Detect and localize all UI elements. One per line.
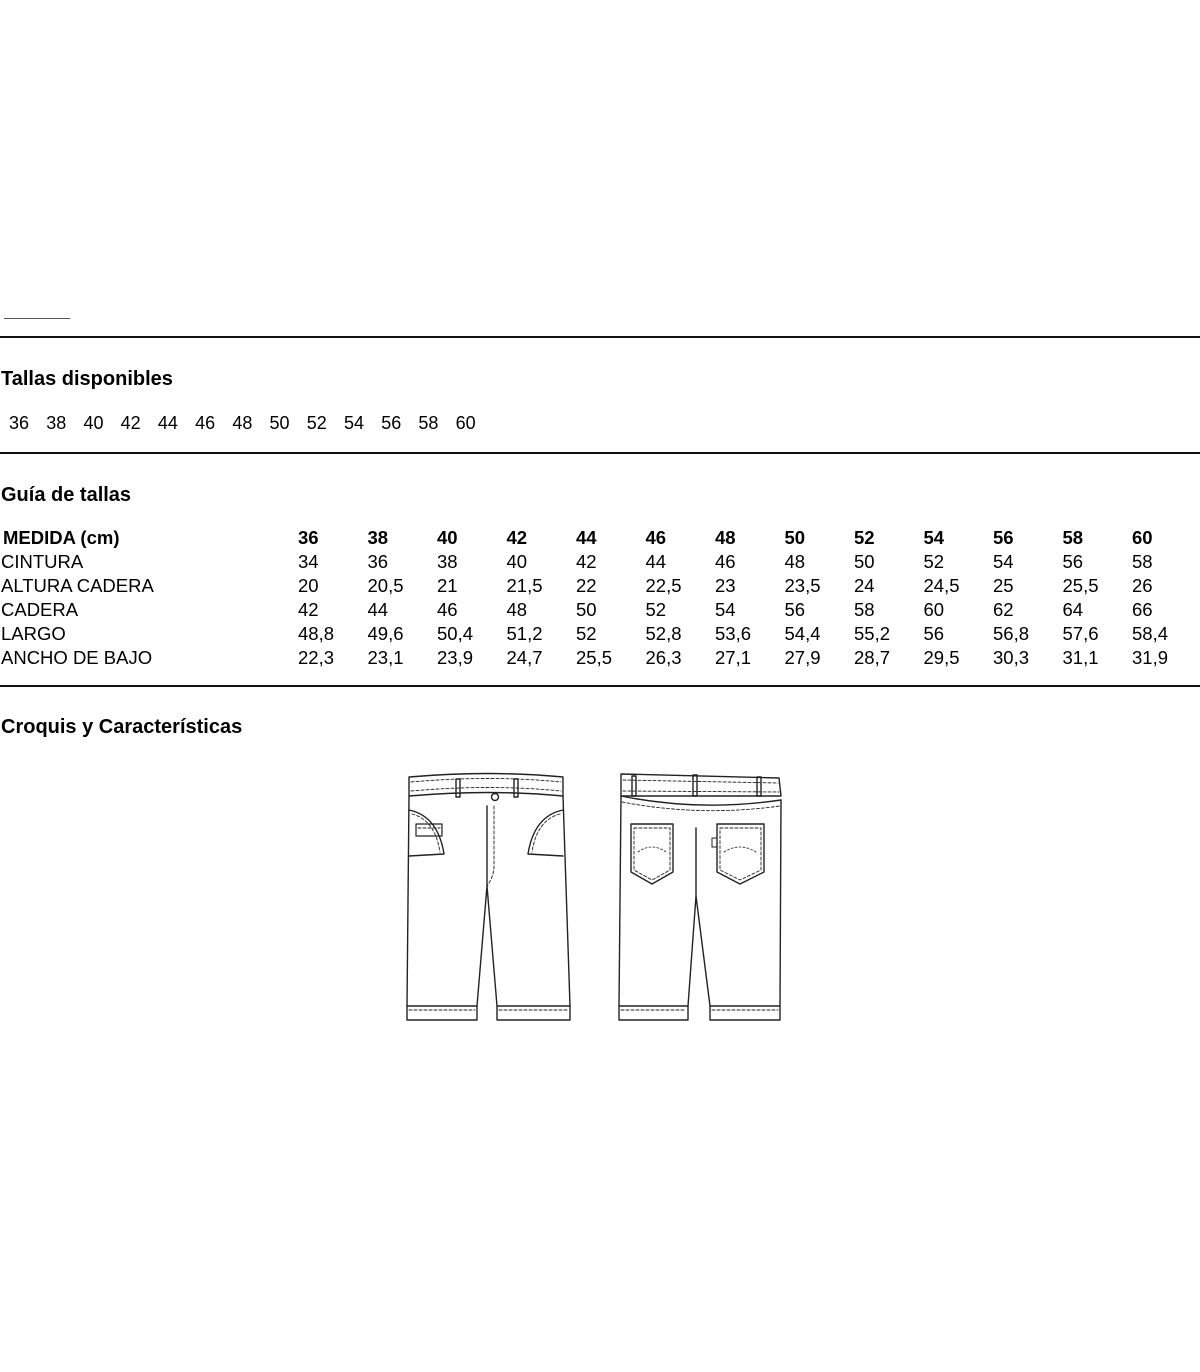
measure-value: 50 — [576, 599, 597, 620]
measure-value: 46 — [715, 551, 736, 572]
available-size: 46 — [195, 413, 216, 433]
measure-value: 20,5 — [367, 575, 404, 596]
measure-value: 44 — [645, 551, 667, 572]
measure-value: 62 — [993, 599, 1014, 620]
measure-value: 23,1 — [367, 647, 404, 668]
measure-label: ALTURA CADERA — [1, 575, 154, 596]
measure-value: 28,7 — [854, 647, 891, 668]
measure-value: 36 — [367, 551, 389, 572]
available-size: 44 — [157, 413, 178, 433]
measure-value: 66 — [1132, 599, 1153, 620]
table-row — [0, 598, 1200, 622]
measure-value: 24 — [854, 575, 875, 596]
measure-value: 27,9 — [784, 647, 821, 668]
measure-value: 56,8 — [993, 623, 1030, 644]
size-column-header: 60 — [1132, 527, 1153, 548]
available-size: 58 — [418, 413, 439, 433]
measure-value: 54,4 — [784, 623, 821, 644]
measure-label: CINTURA — [1, 551, 84, 572]
measure-value: 26 — [1132, 575, 1153, 596]
size-guide-title: Guía de tallas — [1, 484, 132, 506]
measure-value: 50,4 — [437, 623, 474, 644]
measure-value: 22,3 — [298, 647, 335, 668]
available-size: 50 — [269, 413, 290, 433]
measure-value: 64 — [1062, 599, 1084, 620]
size-column-header: 46 — [645, 527, 667, 548]
measure-value: 21,5 — [506, 575, 543, 596]
available-size: 60 — [455, 413, 476, 433]
available-size: 40 — [83, 413, 104, 433]
section-divider — [0, 336, 1200, 338]
available-size: 36 — [9, 413, 30, 433]
measure-value: 31,1 — [1062, 647, 1099, 668]
table-header-row — [0, 526, 1200, 550]
table-row — [0, 646, 1200, 670]
size-column-header: 36 — [298, 527, 319, 548]
measure-value: 56 — [784, 599, 806, 620]
measure-header: MEDIDA (cm) — [3, 527, 120, 548]
measure-value: 25,5 — [576, 647, 613, 668]
table-row — [0, 574, 1200, 598]
measure-value: 44 — [367, 599, 389, 620]
measure-value: 25,5 — [1062, 575, 1099, 596]
size-column-header: 50 — [784, 527, 806, 548]
measure-value: 52 — [923, 551, 945, 572]
front-view — [407, 774, 570, 1021]
measure-value: 34 — [298, 551, 319, 572]
measure-value: 51,2 — [506, 623, 543, 644]
measure-value: 46 — [437, 599, 458, 620]
shorts-sketch — [400, 768, 790, 1030]
measure-value: 48 — [784, 551, 806, 572]
size-column-header: 48 — [715, 527, 736, 548]
measure-value: 22,5 — [645, 575, 682, 596]
size-guide-table — [0, 526, 1200, 670]
available-sizes-list — [9, 412, 493, 434]
measure-value: 27,1 — [715, 647, 752, 668]
measure-value: 23,5 — [784, 575, 821, 596]
measure-value: 24,7 — [506, 647, 543, 668]
measure-value: 42 — [298, 599, 319, 620]
section-divider — [0, 685, 1200, 687]
button-icon — [492, 794, 499, 801]
measure-value: 55,2 — [854, 623, 891, 644]
measure-value: 31,9 — [1132, 647, 1169, 668]
measure-value: 25 — [993, 575, 1014, 596]
measure-value: 52,8 — [645, 623, 682, 644]
measure-value: 23,9 — [437, 647, 474, 668]
available-size: 48 — [232, 413, 253, 433]
measure-value: 20 — [298, 575, 319, 596]
measure-value: 22 — [576, 575, 597, 596]
available-size: 42 — [120, 413, 141, 433]
size-column-header: 42 — [506, 527, 528, 548]
measure-value: 40 — [506, 551, 528, 572]
measure-value: 50 — [854, 551, 875, 572]
size-column-header: 38 — [367, 527, 389, 548]
measure-value: 52 — [576, 623, 597, 644]
measure-value: 54 — [993, 551, 1014, 572]
measure-value: 38 — [437, 551, 458, 572]
measure-value: 23 — [715, 575, 736, 596]
available-size: 52 — [306, 413, 327, 433]
measure-value: 58,4 — [1132, 623, 1169, 644]
section-divider — [0, 452, 1200, 454]
measure-value: 56 — [1062, 551, 1084, 572]
short-divider — [4, 318, 70, 319]
measure-value: 49,6 — [367, 623, 404, 644]
measure-label: LARGO — [1, 623, 66, 644]
size-column-header: 54 — [923, 527, 945, 548]
size-column-header: 40 — [437, 527, 458, 548]
table-row — [0, 622, 1200, 646]
available-sizes-title: Tallas disponibles — [1, 368, 173, 390]
measure-value: 42 — [576, 551, 597, 572]
size-column-header: 44 — [576, 527, 597, 548]
measure-value: 52 — [645, 599, 667, 620]
available-size: 38 — [46, 413, 67, 433]
sketch-title: Croquis y Características — [1, 716, 243, 738]
table-row — [0, 550, 1200, 574]
measure-label: ANCHO DE BAJO — [1, 647, 153, 668]
measure-value: 57,6 — [1062, 623, 1099, 644]
measure-value: 54 — [715, 599, 736, 620]
size-column-header: 56 — [993, 527, 1014, 548]
available-size: 54 — [343, 413, 364, 433]
measure-value: 26,3 — [645, 647, 682, 668]
back-view — [619, 774, 781, 1020]
measure-value: 58 — [854, 599, 875, 620]
available-size: 56 — [381, 413, 402, 433]
size-column-header: 52 — [854, 527, 875, 548]
size-column-header: 58 — [1062, 527, 1084, 548]
measure-value: 53,6 — [715, 623, 752, 644]
measure-value: 21 — [437, 575, 458, 596]
measure-value: 48,8 — [298, 623, 335, 644]
measure-value: 29,5 — [923, 647, 960, 668]
measure-value: 60 — [923, 599, 945, 620]
measure-value: 48 — [506, 599, 528, 620]
measure-value: 56 — [923, 623, 945, 644]
measure-label: CADERA — [1, 599, 79, 620]
measure-value: 58 — [1132, 551, 1153, 572]
measure-value: 24,5 — [923, 575, 960, 596]
measure-value: 30,3 — [993, 647, 1030, 668]
